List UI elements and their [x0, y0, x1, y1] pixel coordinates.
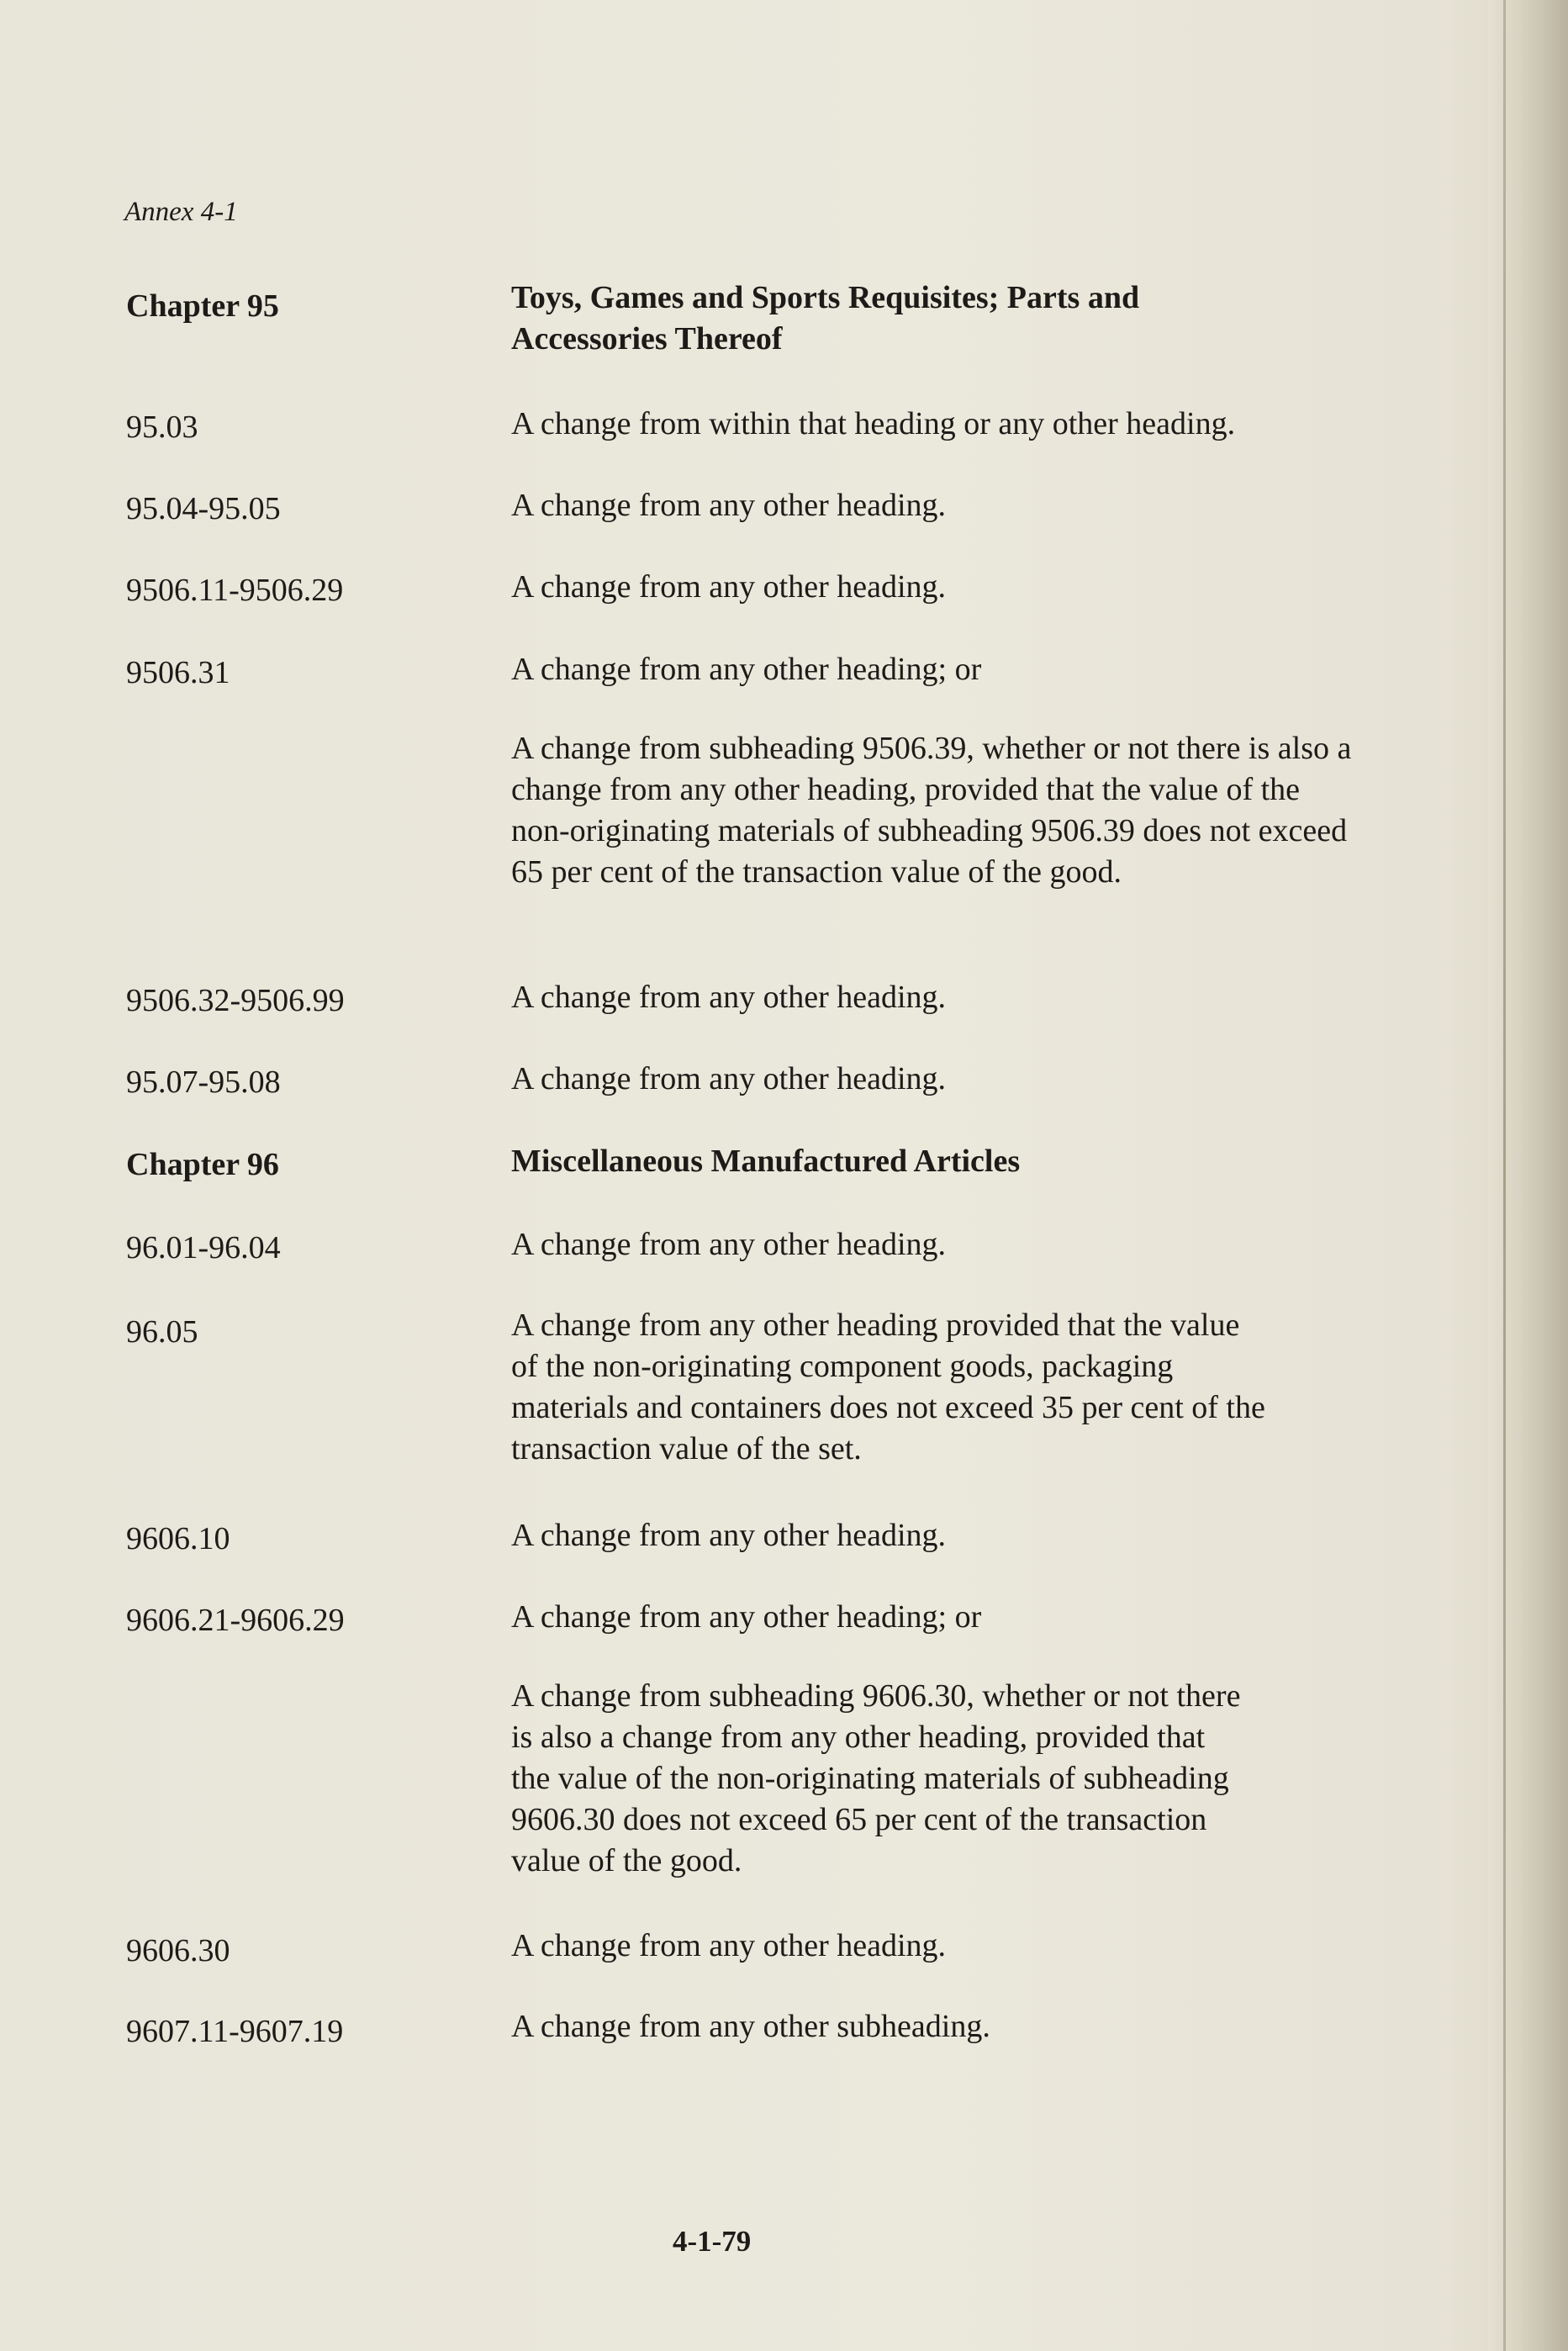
rule-text: A change from any other heading; or — [511, 652, 982, 687]
rule-text: A change from any other subheading. — [511, 2009, 990, 2044]
tariff-code: 9606.21-9606.29 — [126, 1603, 345, 1638]
running-head: Annex 4-1 — [124, 197, 238, 227]
rule-text: A change from any other heading. — [511, 980, 947, 1015]
rule-text: A change from within that heading or any other heading. — [511, 406, 1236, 441]
tariff-code: 9606.10 — [126, 1521, 230, 1556]
chapter-95-label: Chapter 95 — [126, 288, 279, 324]
chapter-96-title: Miscellaneous Manufactured Articles — [511, 1144, 1021, 1179]
tariff-code: 9506.31 — [126, 655, 230, 690]
rule-text: A change from any other heading. — [511, 1928, 947, 1963]
tariff-code: 9606.30 — [126, 1933, 230, 1968]
tariff-code: 95.04-95.05 — [126, 491, 281, 526]
binding-edge — [1503, 0, 1506, 2351]
rule-text: A change from any other heading. — [511, 1227, 947, 1262]
rule-text: A change from any other heading. — [511, 569, 947, 605]
book-gutter — [1488, 0, 1568, 2351]
tariff-code: 9506.32-9506.99 — [126, 983, 345, 1018]
chapter-95-title: Toys, Games and Sports Requisites; Parts and Accessories Thereof — [511, 280, 1140, 357]
rule-text: A change from subheading 9606.30, whether or not there is also a change from any other heading, provided that the value of the non-originating materials of subheading 9606.30 does not exceed 65 per cent of the transaction value of the good. — [511, 1678, 1241, 1878]
rule-text: A change from any other heading provided that the value of the non-originating component goods, packaging materials and containers does not exceed 35 per cent of the transaction value of the set. — [511, 1308, 1265, 1466]
rule-text: A change from any other heading. — [511, 1061, 947, 1096]
chapter-96-label: Chapter 96 — [126, 1147, 279, 1182]
rule-text: A change from any other heading; or — [511, 1599, 982, 1635]
tariff-code: 9506.11-9506.29 — [126, 573, 344, 608]
rule-text: A change from any other heading. — [511, 488, 947, 523]
rule-text: A change from subheading 9506.39, whether or not there is also a change from any other heading, provided that the value of the non-originating materials of subheading 9506.39 does not exceed 65 per cent of the transaction value of the good. — [511, 731, 1352, 890]
tariff-code: 95.03 — [126, 409, 198, 445]
tariff-code: 96.01-96.04 — [126, 1230, 281, 1265]
tariff-code: 9607.11-9607.19 — [126, 2014, 344, 2049]
tariff-code: 95.07-95.08 — [126, 1065, 281, 1100]
tariff-code: 96.05 — [126, 1314, 198, 1350]
page-number-text: 4-1-79 — [673, 2225, 752, 2258]
rule-text: A change from any other heading. — [511, 1518, 947, 1553]
